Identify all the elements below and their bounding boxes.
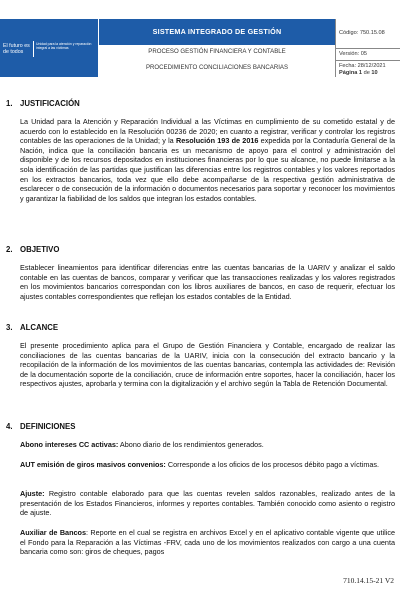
section-heading: 1. JUSTIFICACIÓN — [6, 99, 80, 108]
process-name: PROCESO GESTIÓN FINANCIERA Y CONTABLE — [148, 48, 286, 55]
document-code: Código: 750.15.08 — [339, 30, 385, 36]
logo-divider — [33, 41, 34, 57]
page-number: 1 — [358, 70, 363, 76]
definition-item: Auxiliar de Bancos: Reporte en el cual se registra en archivos Excel y en el aplicativo contable vigente que utilice el Fondo para la Reparación a las Víctimas -FRV, cada uno de los movimientos realizados con cargo a una cuenta bancaria como son: giros de cheques, pagos — [20, 528, 395, 557]
document-meta — [336, 19, 400, 77]
section-heading: 2. OBJETIVO — [6, 245, 60, 254]
header-logo — [0, 19, 98, 77]
procedure-name: PROCEDIMIENTO CONCILIACIONES BANCARIAS — [145, 64, 289, 71]
section-paragraph: El presente procedimiento aplica para el Grupo de Gestión Financiera y Contable, encargado de realizar las conciliaciones de las cuentas bancarias de la UARIV, inicia con la consecución del extracto bancario y la recopilación de la información de los movimientos de las cuentas bancarias, contempla las actividades de: Revisión de la documentación soporte de la conciliación, cruce de información entre soportes, hacer la conciliación, hacer los respectivos ajustes, aprobarla y termina con la digitalización y el archivo según la Tabla de Retención Documental. — [20, 341, 395, 389]
page-of: de — [363, 70, 370, 76]
form-code: 710.14.15-21 V2 — [343, 576, 394, 585]
document-version: Versión: 05 — [339, 51, 367, 57]
definition-item: AUT emisión de giros masivos convenios: Corresponde a los oficios de los procesos débito pago a víctimas. — [20, 460, 380, 469]
section-paragraph: La Unidad para la Atención y Reparación Individual a las Víctimas en cumplimiento de su cometido estatal y de acuerdo con lo establecido en la Resolución 00236 de 2020; en cuanto a registrar, verificar y controlar los registros contables de las operaciones de la Unidad; y la Resolución 193 de 2016 expedida por la Contaduría General de la Nación, indica que la conciliación bancaria es un mecanismo de apoyo para el control y administración del disponible y de los recursos depositados en instituciones financieras por lo que su alcance, no puede limitarse a la sola identificación de las partidas que justifican las diferencias entre los registros contables y los valores reportados en los extractos bancarios, toda vez que ello debe acompañarse de la respectiva gestión administrativa de esclarecer o de consecución de la información o documentos necesarios para soportar y reconocer los movimientos y garantizar la fiabilidad de los saldos que integran los estados contables. — [20, 117, 395, 203]
section-heading: 4. DEFINICIONES — [6, 422, 76, 431]
procedure-cell — [99, 59, 335, 76]
page-indicator — [339, 70, 378, 76]
system-title: SISTEMA INTEGRADO DE GESTIÓN — [152, 27, 282, 36]
header-divider — [335, 19, 336, 77]
section-heading: 3. ALCANCE — [6, 323, 59, 332]
meta-divider — [336, 60, 400, 61]
process-cell — [99, 45, 335, 60]
section-paragraph: Establecer lineamientos para identificar diferencias entre las cuentas bancarias de la UARIV y analizar el saldo contable en las cuentas de bancos, comparar y verificar que las transacciones realizadas y los valores registrados en los movimientos bancarios correspondan con los libros auxiliares de bancos, en caso de requerir, efectuar los ajustes contables correspondientes que reflejan los estados contables de la Entidad. — [20, 263, 395, 301]
page-prefix: Página — [339, 70, 358, 76]
page-total: 10 — [371, 70, 378, 76]
meta-divider — [336, 48, 400, 49]
definition-item: Abono intereses CC activas: Abono diario de los rendimientos generados. — [20, 440, 264, 449]
org-text: Unidad para la atención y reparación integral a las víctimas — [36, 42, 92, 50]
document-date: Fecha: 28/12/2021 — [339, 63, 386, 69]
definition-item: Ajuste: Registro contable elaborado para que las cuentas revelen saldos razonables, realizado antes de la presentación de los Estados Financieros, informes y reportes contables. También conocido como asiento o registro de ajuste. — [20, 489, 395, 518]
brand-text: El futuro es de todos — [3, 43, 30, 55]
